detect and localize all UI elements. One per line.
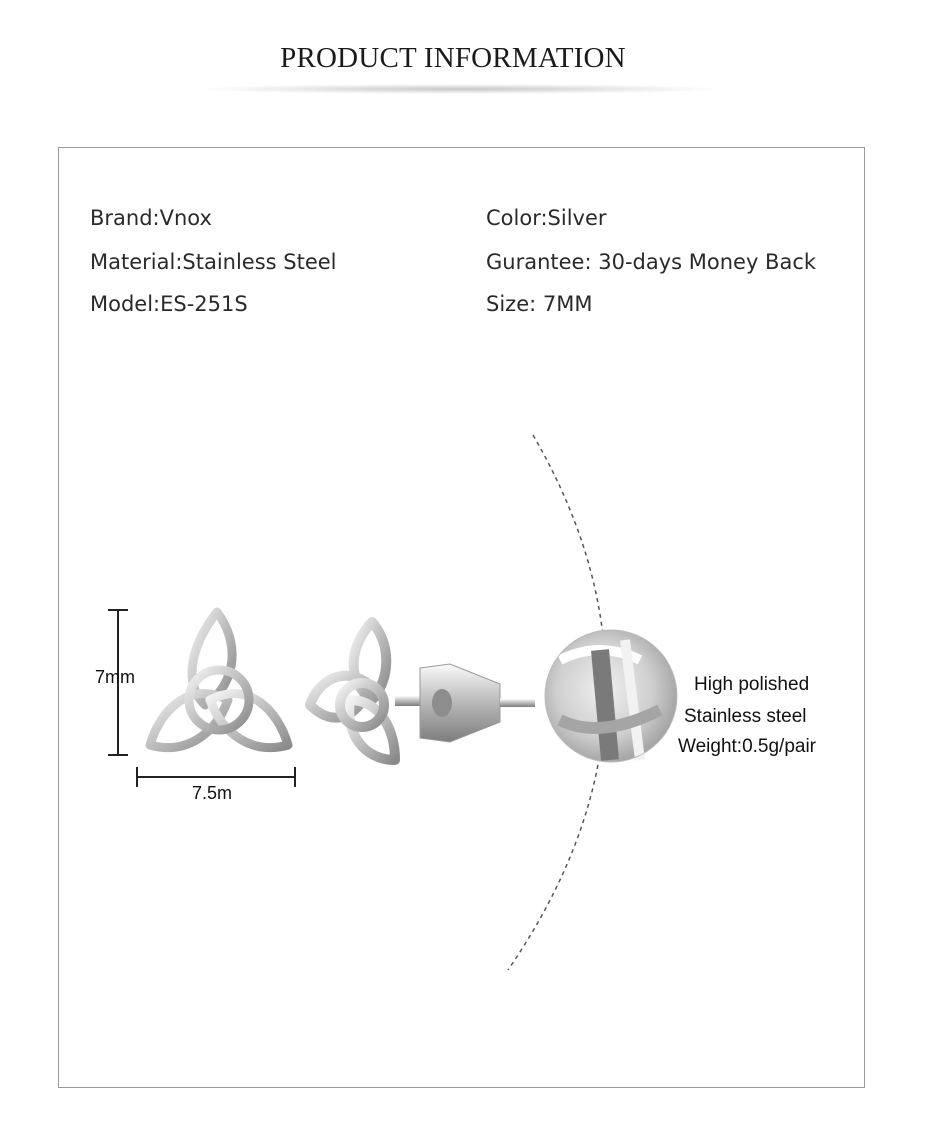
feature-polish: High polished	[694, 674, 810, 695]
spec-material: Material:Stainless Steel	[90, 250, 337, 274]
height-label: 7mm	[95, 667, 135, 687]
feature-weight: Weight:0.5g/pair	[678, 736, 817, 757]
spec-guarantee: Gurantee: 30-days Money Back	[486, 250, 817, 274]
spec-size: Size: 7MM	[486, 292, 593, 316]
page-title: PRODUCT INFORMATION	[280, 42, 626, 74]
spec-model: Model:ES-251S	[90, 292, 248, 316]
feature-material: Stainless steel	[684, 706, 807, 727]
earring-side-view	[310, 622, 535, 760]
width-label: 7.5m	[192, 783, 233, 803]
zoom-detail-circle	[545, 630, 677, 762]
earring-front-view	[150, 612, 288, 748]
spec-color: Color:Silver	[486, 206, 607, 230]
spec-brand: Brand:Vnox	[90, 206, 212, 230]
